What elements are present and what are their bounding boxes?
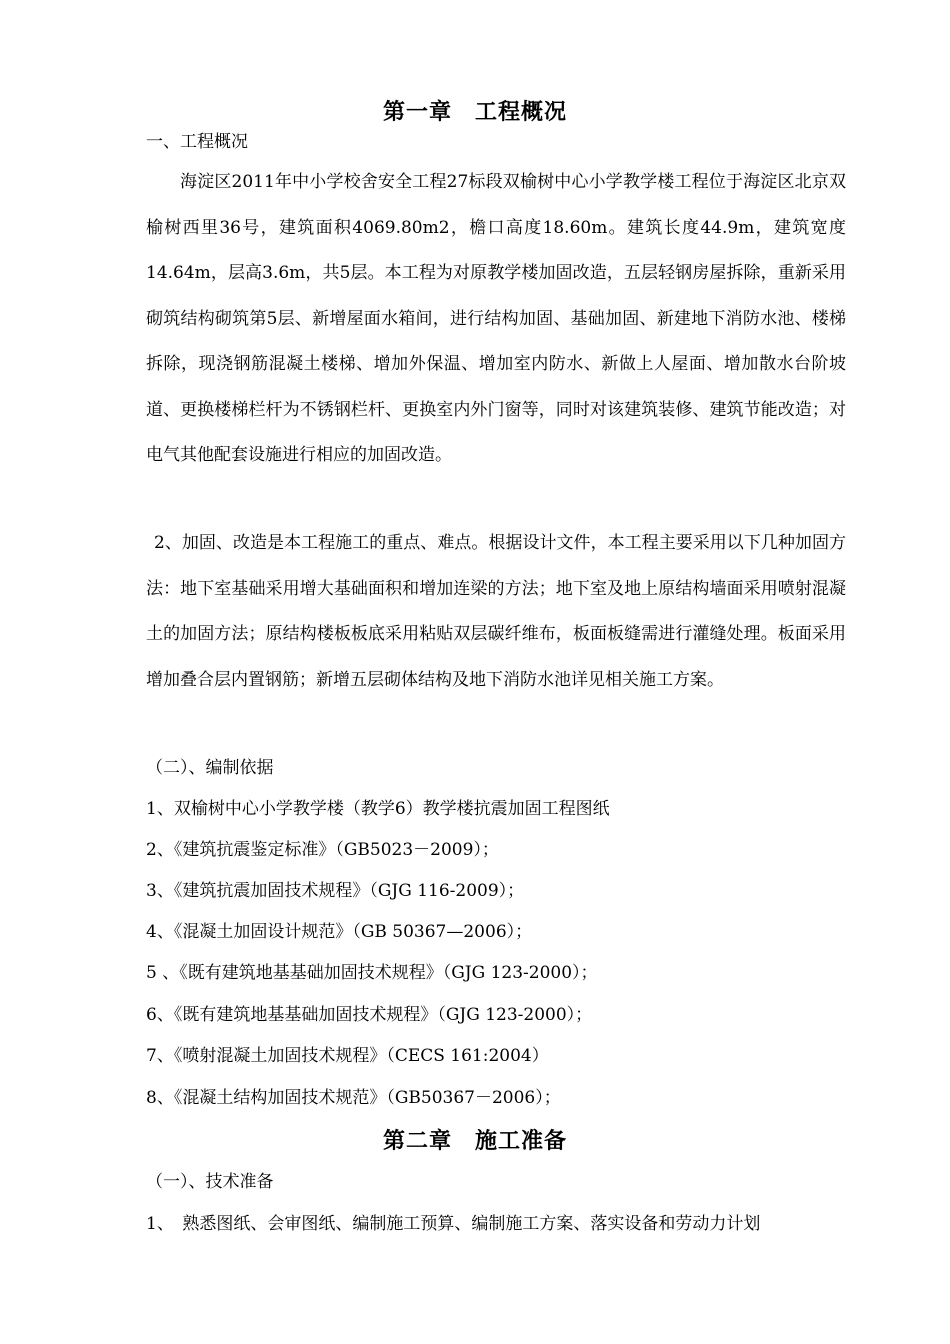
basis-item: 2、《建筑抗震鉴定标准》（GB5023－2009）； [146, 840, 499, 860]
section-heading-project-overview: 一、工程概况 [146, 132, 248, 152]
chapter2-title: 第二章 施工准备 [382, 1128, 567, 1154]
basis-item: 8、《混凝土结构加固技术规范》（GB50367－2006）； [146, 1088, 561, 1108]
basis-item: 3、《建筑抗震加固技术规程》（GJG 116-2009）； [146, 881, 525, 901]
section-heading-basis: （二）、编制依据 [146, 758, 274, 778]
chapter1-title: 第一章 工程概况 [382, 99, 567, 125]
section-heading-technical-prep: （一）、技术准备 [146, 1172, 274, 1192]
project-overview-paragraph: 海淀区2011年中小学校舍安全工程27标段双榆树中心小学教学楼工程位于海淀区北京双榆树西里36号，建筑面积4069.80m2，檐口高度18.60m。建筑长度44.9m，建筑宽度14.64m，层高3.6m，共5层。本工程为对原教学楼加固改造，五层轻钢房屋拆除，重新采用砌筑结构砌筑第5层、新增屋面水箱间，进行结构加固、基础加固、新建地下消防水池、楼梯拆除，现浇钢筋混凝土楼梯、增加外保温、增加室内防水、新做上人屋面、增加散水台阶坡道、更换楼梯栏杆为不锈钢栏杆、更换室内外门窗等，同时对该建筑装修、建筑节能改造；对电气其他配套设施进行相应的加固改造。 [146, 172, 846, 465]
basis-item: 7、《喷射混凝土加固技术规程》（CECS 161:2004） [146, 1046, 549, 1066]
basis-item: 5 、《既有建筑地基基础加固技术规程》（GJG 123-2000）； [146, 963, 598, 983]
reinforcement-paragraph: 2、加固、改造是本工程施工的重点、难点。根据设计文件，本工程主要采用以下几种加固方法：地下室基础采用增大基础面积和增加连梁的方法；地下室及地上原结构墙面采用喷射混凝土的加固方法；原结构楼板板底采用粘贴双层碳纤维布，板面板缝需进行灌缝处理。板面采用增加叠合层内置钢筋；新增五层砌体结构及地下消防水池详见相关施工方案。 [146, 533, 846, 690]
technical-prep-item: 1、 熟悉图纸、会审图纸、编制施工预算、编制施工方案、落实设备和劳动力计划 [146, 1214, 761, 1234]
basis-item: 1、双榆树中心小学教学楼（教学6）教学楼抗震加固工程图纸 [146, 799, 610, 819]
basis-item: 4、《混凝土加固设计规范》（GB 50367—2006）； [146, 922, 533, 942]
basis-item: 6、《既有建筑地基基础加固技术规程》（GJG 123-2000）； [146, 1005, 593, 1025]
